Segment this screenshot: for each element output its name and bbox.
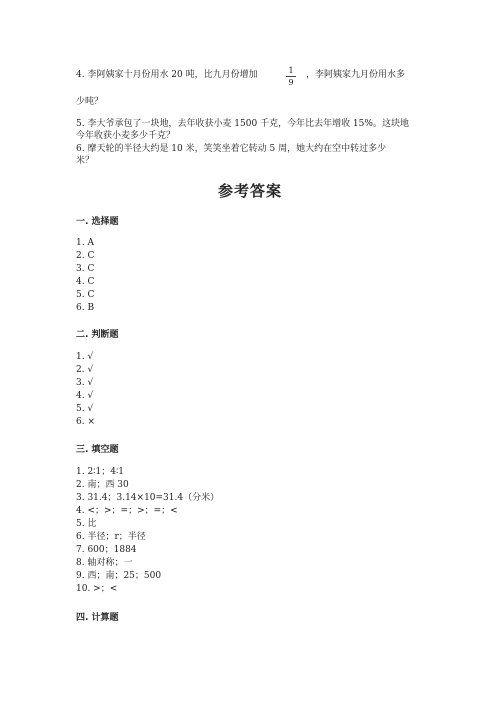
question-4-part2: ，李阿姨家九月份用水多 xyxy=(306,70,406,80)
answer-item: 5. C xyxy=(76,290,95,300)
question-6-line1: 6. 摩天轮的半径大约是 10 米，笑笑坐着它转动 5 周，她大约在空中转过多少 xyxy=(76,144,387,154)
question-5-line1: 5. 李大爷承包了一块地，去年收获小麦 1500 千克，今年比去年增收 15%。这块地 xyxy=(76,119,409,129)
answer-item: 9. 西；南；25；500 xyxy=(76,571,162,581)
question-4-line2: 少吨？ xyxy=(76,97,104,107)
answer-item: 7. 600；1884 xyxy=(76,545,137,555)
fraction-numerator: 1 xyxy=(288,66,294,75)
answer-item: 3. 31.4；3.14×10=31.4（分米） xyxy=(76,493,220,503)
fraction-bar xyxy=(286,76,296,77)
answer-item: 5. √ xyxy=(76,404,94,414)
answer-item: 6. B xyxy=(76,303,95,313)
answer-item: 6. × xyxy=(76,417,95,427)
answer-item: 1. √ xyxy=(76,352,94,362)
answer-item: 1. A xyxy=(76,238,94,248)
answer-item: 3. √ xyxy=(76,378,94,388)
answer-title: 参考答案 xyxy=(217,182,282,200)
answer-item: 8. 轴对称；一 xyxy=(76,558,133,568)
answer-item: 4. C xyxy=(76,277,95,287)
section-heading-choice: 一. 选择题 xyxy=(76,217,119,227)
answer-item: 4. √ xyxy=(76,391,94,401)
answer-item: 4. <；>；=；>；=；< xyxy=(76,506,178,516)
question-4-fraction xyxy=(286,66,296,87)
fraction-denominator: 9 xyxy=(288,78,294,87)
question-6-line2: 米？ xyxy=(76,156,95,166)
answer-item: 2. √ xyxy=(76,365,94,375)
answer-item: 2. C xyxy=(76,251,95,261)
section-heading-judge: 二. 判断题 xyxy=(76,330,119,340)
question-5-line2: 今年收获小麦多少千克？ xyxy=(76,131,176,141)
section-heading-fill: 三. 填空题 xyxy=(76,445,119,455)
answer-item: 5. 比 xyxy=(76,519,97,529)
answer-item: 6. 半径；r；半径 xyxy=(76,532,146,542)
answer-item: 3. C xyxy=(76,264,95,274)
answer-item: 10. >；< xyxy=(76,584,118,594)
answer-item: 1. 2∶1；4∶1 xyxy=(76,467,125,477)
section-heading-calc: 四. 计算题 xyxy=(76,613,119,623)
answer-item: 2. 南；西 30 xyxy=(76,480,129,490)
question-4-part1: 4. 李阿姨家十月份用水 20 吨，比九月份增加 xyxy=(76,70,258,80)
